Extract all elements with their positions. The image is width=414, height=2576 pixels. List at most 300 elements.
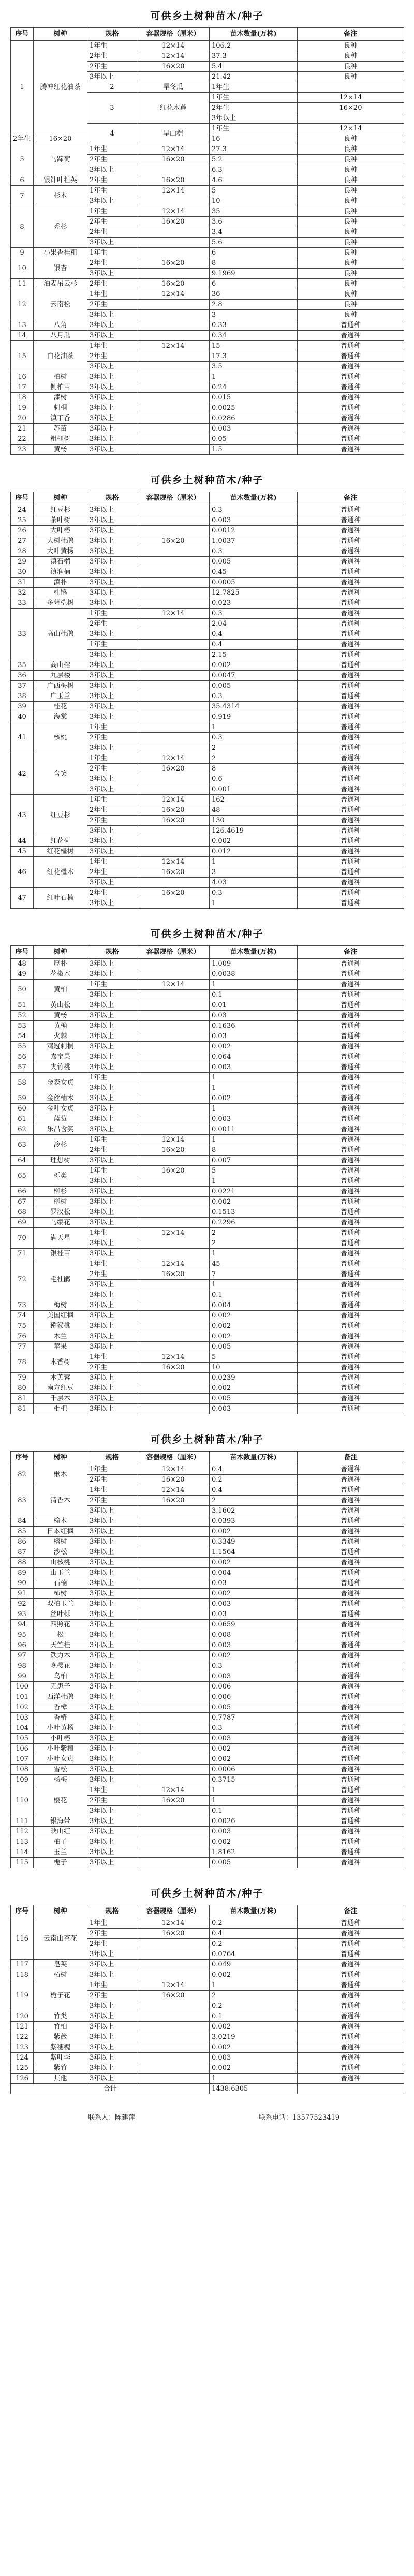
cell-rq: [137, 1837, 210, 1847]
cell-xh: 65: [11, 1166, 34, 1187]
cell-rq: [137, 1093, 210, 1104]
cell-xh: 37: [11, 681, 34, 691]
cell-gg: 3年以上: [87, 1527, 137, 1537]
cell-gg: 3年以上: [87, 1837, 137, 1847]
cell-sz: 罗汉松: [34, 1207, 87, 1218]
cell-gg: 3年以上: [87, 1011, 137, 1021]
table-row: [11, 434, 404, 445]
table-row: [11, 1692, 404, 1702]
cell-bz: 普通种: [298, 372, 404, 382]
cell-gg: 3年以上: [87, 1052, 137, 1062]
table-row: [11, 1713, 404, 1723]
table-row: [11, 1980, 404, 1991]
cell-gg: 2年生: [87, 1929, 137, 1939]
table-row: [11, 557, 404, 567]
cell-bz: 普通种: [298, 847, 404, 857]
cell-bz: 普通种: [298, 1093, 404, 1104]
cell-xh: 82: [11, 1464, 34, 1485]
cell-bz: 普通种: [298, 1661, 404, 1671]
cell-gg: 3年以上: [87, 2032, 137, 2042]
cell-rq: [137, 238, 210, 248]
table-row: [11, 671, 404, 681]
cell-rq: [137, 1342, 210, 1352]
cell-xh: 55: [11, 1042, 34, 1052]
cell-xh: 111: [11, 1816, 34, 1827]
cell-sz: 桂花: [34, 702, 87, 712]
column-header-xh: 序号: [11, 1452, 34, 1464]
cell-sz: 蓝莓: [34, 1114, 87, 1124]
cell-bz: 普通种: [298, 1331, 404, 1342]
cell-bz: 良种: [298, 227, 404, 238]
cell-bz: 普通种: [298, 2011, 404, 2022]
cell-xh: 88: [11, 1558, 34, 1568]
cell-sz: 柳杉: [34, 1187, 87, 1197]
cell-sz: 雪松: [34, 1765, 87, 1775]
cell-gg: 1年生: [87, 980, 137, 990]
cell-rq: [137, 578, 210, 588]
cell-rq: 16×20: [137, 888, 210, 898]
cell-sl: 0.002: [210, 1311, 298, 1321]
cell-xh: 57: [11, 1062, 34, 1073]
cell-xh: 104: [11, 1723, 34, 1734]
cell-gg: 3年以上: [87, 1537, 137, 1547]
cell-rq: 12×14: [137, 289, 210, 300]
cell-gg: 3年以上: [87, 691, 137, 702]
cell-gg: 3年以上: [87, 362, 137, 372]
cell-rq: [137, 702, 210, 712]
cell-xh: 125: [11, 2063, 34, 2074]
cell-rq: [137, 1682, 210, 1692]
cell-sl: 1: [210, 1796, 298, 1806]
table-row: [11, 1485, 404, 1496]
table-row: [11, 1404, 404, 1414]
cell-sz: 皂荚: [34, 1960, 87, 1970]
cell-sl: 0.002: [210, 1970, 298, 1980]
cell-rq: [137, 1290, 210, 1300]
cell-rq: [137, 1609, 210, 1620]
cell-sl: 0.2: [210, 1918, 298, 1929]
cell-bz: 普通种: [298, 2063, 404, 2074]
cell-rq: [137, 712, 210, 722]
cell-sl: 0.3: [210, 691, 298, 702]
cell-sl: 0.049: [210, 1960, 298, 1970]
cell-sl: 0.002: [210, 1042, 298, 1052]
cell-rq: 12×14: [137, 1228, 210, 1238]
cell-xh: 11: [11, 279, 34, 289]
cell-bz: 普通种: [298, 888, 404, 898]
cell-xh: 103: [11, 1713, 34, 1723]
cell-sz: 侧柏苗: [34, 382, 87, 393]
cell-bz: 普通种: [298, 1599, 404, 1609]
cell-gg: 3年以上: [87, 1218, 137, 1228]
cell-xh: 76: [11, 1331, 34, 1342]
cell-rq: 16×20: [137, 1991, 210, 2001]
cell-xh: 122: [11, 2032, 34, 2042]
cell-bz: 良种: [298, 51, 404, 62]
cell-xh: 52: [11, 1011, 34, 1021]
cell-gg: 3年以上: [87, 515, 137, 526]
cell-sz: 山玉兰: [34, 1568, 87, 1578]
cell-rq: [137, 1331, 210, 1342]
cell-sz: 榆木: [34, 1516, 87, 1527]
cell-bz: 普通种: [298, 1352, 404, 1363]
cell-gg: 1年生: [87, 1918, 137, 1929]
cell-bz: 普通种: [298, 578, 404, 588]
cell-rq: [137, 619, 210, 629]
cell-sl: 8: [210, 1145, 298, 1156]
cell-rq: [137, 2001, 210, 2011]
cell-bz: 普通种: [298, 1342, 404, 1352]
cell-sz: 火棘: [34, 1031, 87, 1042]
cell-sl: 27.3: [210, 144, 298, 155]
cell-sl: 0.002: [210, 1527, 298, 1537]
cell-bz: 普通种: [298, 753, 404, 764]
cell-rq: [137, 1775, 210, 1785]
cell-sz: 柿树: [34, 1589, 87, 1599]
cell-xh: 9: [11, 248, 34, 258]
cell-xh: 96: [11, 1640, 34, 1651]
cell-rq: 12×14: [137, 980, 210, 990]
table-row: [11, 1702, 404, 1713]
section-title: 可供乡土树种苗木/种子: [150, 928, 264, 940]
cell-sz: 晚樱花: [34, 1661, 87, 1671]
cell-bz: 普通种: [298, 980, 404, 990]
cell-sl: 3.1602: [210, 1506, 298, 1516]
cell-sl: 0.1: [210, 1806, 298, 1816]
table-row: [11, 1073, 404, 1083]
cell-sz: 滇石榴: [34, 557, 87, 567]
cell-bz: 普通种: [298, 1929, 404, 1939]
cell-sz: 八角: [34, 320, 87, 331]
cell-sz: 海棠: [34, 712, 87, 722]
column-header-bz: 备注: [298, 1905, 404, 1918]
cell-rq: [137, 1083, 210, 1093]
cell-gg: 3年以上: [87, 2074, 137, 2084]
cell-gg: 2年生: [87, 619, 137, 629]
cell-xh: 68: [11, 1207, 34, 1218]
cell-sl: 0.45: [210, 567, 298, 578]
cell-rq: [137, 1734, 210, 1744]
table-row: [11, 1000, 404, 1011]
cell-sl: 2.8: [210, 300, 298, 310]
table-row: [11, 1259, 404, 1269]
cell-xh: 18: [11, 393, 34, 403]
cell-rq: [137, 969, 210, 980]
cell-xh: 15: [11, 341, 34, 372]
cell-sl: 0.002: [210, 1197, 298, 1207]
cell-rq: [137, 660, 210, 671]
cell-bz: 普通种: [298, 1176, 404, 1187]
cell-sl: 1.0037: [210, 536, 298, 546]
cell-rq: [137, 372, 210, 382]
footer: [10, 2112, 404, 2136]
cell-sl: 0.004: [210, 1568, 298, 1578]
cell-gg: 1年生: [87, 41, 137, 51]
cell-xh: 72: [11, 1259, 34, 1300]
cell-bz: 普通种: [298, 445, 404, 455]
cell-rq: [137, 598, 210, 609]
cell-sz: 高山杜鹃: [34, 609, 87, 660]
cell-rq: [137, 1031, 210, 1042]
cell-rq: [137, 424, 210, 434]
cell-gg: 3年以上: [87, 1280, 137, 1290]
cell-gg: 3年以上: [87, 1651, 137, 1661]
cell-gg: 3年以上: [87, 1661, 137, 1671]
cell-gg: 1年生: [87, 1980, 137, 1991]
cell-xh: 114: [11, 1847, 34, 1858]
cell-gg: 3年以上: [87, 1114, 137, 1124]
cell-gg: 3年以上: [87, 320, 137, 331]
cell-gg: 1年生: [87, 186, 137, 196]
section-title: 可供乡土树种苗木/种子: [150, 1434, 264, 1445]
cell-rq: [137, 1754, 210, 1765]
cell-sz: 栀子: [34, 1858, 87, 1868]
table-row: [11, 1394, 404, 1404]
cell-xh: 47: [11, 888, 34, 909]
table-row: [11, 515, 404, 526]
cell-sl: 5: [210, 186, 298, 196]
cell-gg: 2年生: [87, 62, 137, 72]
cell-gg: 3年以上: [87, 372, 137, 382]
cell-sz: 旱山桤: [137, 124, 210, 144]
cell-rq: 12×14: [137, 857, 210, 867]
cell-xh: 36: [11, 671, 34, 681]
cell-sl: 0.0047: [210, 671, 298, 681]
column-header-sl: 苗木数量(万株): [210, 28, 298, 41]
cell-bz: 普通种: [298, 805, 404, 816]
cell-gg: 3年以上: [87, 1187, 137, 1197]
cell-gg: 3年以上: [87, 1021, 137, 1031]
cell-rq: 12×14: [137, 1785, 210, 1796]
column-header-xh: 序号: [11, 28, 34, 41]
cell-gg: 3年以上: [87, 567, 137, 578]
cell-sl: 1: [210, 1249, 298, 1259]
cell-gg: 2年生: [210, 103, 298, 113]
cell-xh: 41: [11, 722, 34, 753]
seedling-table: [10, 492, 404, 909]
cell-bz: 普通种: [298, 1475, 404, 1485]
table-row: [11, 1052, 404, 1062]
cell-xh: 90: [11, 1578, 34, 1589]
cell-xh: 91: [11, 1589, 34, 1599]
cell-gg: 3年以上: [87, 1104, 137, 1114]
cell-rq: [137, 2022, 210, 2032]
cell-gg: 1年生: [210, 124, 298, 134]
cell-xh: 8: [11, 206, 34, 248]
cell-xh: 119: [11, 1980, 34, 2011]
cell-rq: 12×14: [137, 1352, 210, 1363]
cell-bz: 普通种: [298, 640, 404, 650]
cell-xh: 94: [11, 1620, 34, 1630]
cell-xh: 112: [11, 1827, 34, 1837]
cell-sl: 1: [210, 1280, 298, 1290]
cell-gg: 2年生: [87, 279, 137, 289]
cell-rq: 12×14: [137, 1135, 210, 1145]
cell-rq: [137, 898, 210, 909]
cell-sl: 0.003: [210, 1599, 298, 1609]
cell-xh: 5: [11, 144, 34, 175]
column-header-gg: 规格: [87, 28, 137, 41]
table-row: [11, 1547, 404, 1558]
cell-xh: 48: [11, 959, 34, 969]
cell-gg: 3年以上: [87, 1042, 137, 1052]
cell-xh: 51: [11, 1000, 34, 1011]
cell-rq: 12×14: [137, 1259, 210, 1269]
cell-bz: 普通种: [298, 1837, 404, 1847]
table-row: [11, 1300, 404, 1311]
cell-gg: 1年生: [87, 1228, 137, 1238]
cell-sz: 紫穗槐: [34, 2042, 87, 2053]
cell-gg: 1年生: [87, 248, 137, 258]
cell-sl: 0.002: [210, 1093, 298, 1104]
cell-sl: 0.005: [210, 1858, 298, 1868]
cell-rq: [137, 1651, 210, 1661]
cell-rq: [137, 1661, 210, 1671]
cell-rq: [137, 1383, 210, 1394]
cell-rq: [137, 1187, 210, 1197]
cell-sl: 0.003: [210, 1827, 298, 1837]
table-row: [11, 702, 404, 712]
cell-gg: 2年生: [87, 816, 137, 826]
cell-sl: 0.003: [210, 515, 298, 526]
cell-sl: 0.1: [210, 2011, 298, 2022]
cell-sl: 0.002: [210, 2063, 298, 2074]
cell-sl: 0.0038: [210, 969, 298, 980]
cell-gg: 3年以上: [87, 1093, 137, 1104]
cell-rq: [137, 784, 210, 795]
cell-bz: 良种: [298, 72, 404, 82]
cell-bz: 普通种: [298, 2032, 404, 2042]
cell-rq: [137, 743, 210, 753]
cell-gg: 2年生: [87, 764, 137, 774]
cell-bz: 良种: [298, 144, 404, 155]
cell-sl: 0.3: [210, 546, 298, 557]
column-header-xh: 序号: [11, 1905, 34, 1918]
cell-xh: 64: [11, 1156, 34, 1166]
column-header-sl: 苗木数量(万株): [210, 492, 298, 505]
table-row: [11, 1682, 404, 1692]
cell-bz: 普通种: [298, 536, 404, 546]
cell-gg: 2年生: [87, 1363, 137, 1373]
cell-bz: 普通种: [298, 1485, 404, 1496]
cell-bz: 普通种: [298, 619, 404, 629]
cell-sl: 0.003: [210, 424, 298, 434]
column-header-sl: 苗木数量(万株): [210, 946, 298, 959]
cell-sl: 0.3: [210, 505, 298, 515]
cell-gg: 3年以上: [87, 1031, 137, 1042]
cell-sz: 含笑: [34, 753, 87, 795]
cell-bz: 良种: [298, 310, 404, 320]
cell-rq: 12×14: [137, 753, 210, 764]
table-row: [11, 1156, 404, 1166]
cell-gg: 3年以上: [87, 72, 137, 82]
cell-sl: 1.1564: [210, 1547, 298, 1558]
cell-sl: 0.002: [210, 1321, 298, 1331]
cell-rq: 16×20: [137, 1166, 210, 1176]
cell-sz: 秃杉: [34, 206, 87, 248]
cell-sz: 柚子: [34, 1837, 87, 1847]
cell-bz: 普通种: [298, 857, 404, 867]
cell-sz: 满天星: [34, 1228, 87, 1249]
cell-sl: 0.0239: [210, 1373, 298, 1383]
cell-sz: 玉兰: [34, 1847, 87, 1858]
cell-sz: 乌桕: [34, 1671, 87, 1682]
cell-sl: 0.002: [210, 1331, 298, 1342]
cell-bz: 普通种: [298, 1062, 404, 1073]
cell-sl: 0.002: [210, 1744, 298, 1754]
cell-rq: [137, 1218, 210, 1228]
cell-bz: 普通种: [298, 1949, 404, 1960]
cell-sz: 红豆杉: [34, 505, 87, 515]
cell-bz: 普通种: [298, 1970, 404, 1980]
table-row: [11, 857, 404, 867]
cell-gg: 2年生: [87, 1475, 137, 1485]
cell-gg: 3年以上: [87, 1568, 137, 1578]
cell-rq: [137, 1949, 210, 1960]
cell-rq: [137, 733, 210, 743]
cell-bz: 普通种: [298, 413, 404, 424]
cell-xh: 113: [11, 1837, 34, 1847]
cell-sl: 0.01: [210, 1000, 298, 1011]
cell-rq: [137, 1156, 210, 1166]
cell-sz: 理想树: [34, 1156, 87, 1166]
cell-sz: 柏树: [34, 372, 87, 382]
cell-rq: [137, 1207, 210, 1218]
table-row: [11, 175, 404, 186]
cell-gg: 1年生: [87, 1464, 137, 1475]
cell-rq: 12×14: [137, 51, 210, 62]
cell-gg: 3年以上: [87, 1207, 137, 1218]
table-row: [11, 144, 404, 155]
cell-gg: 3年以上: [87, 1331, 137, 1342]
cell-sl: 3.4: [210, 227, 298, 238]
cell-sz: 杉木: [34, 186, 87, 206]
cell-gg: 3年以上: [87, 743, 137, 753]
table-row: [11, 1218, 404, 1228]
cell-xh: 69: [11, 1218, 34, 1228]
column-header-rq: 容器规格（厘米）: [137, 1452, 210, 1464]
cell-bz: 普通种: [298, 1114, 404, 1124]
cell-bz: 普通种: [298, 1042, 404, 1052]
table-row: [11, 382, 404, 393]
table-row: [11, 1960, 404, 1970]
cell-xh: 62: [11, 1124, 34, 1135]
table-section: [10, 472, 404, 909]
cell-gg: 3年以上: [87, 1578, 137, 1589]
cell-xh: 67: [11, 1197, 34, 1207]
cell-sz: 香椿: [34, 1713, 87, 1723]
table-row: [11, 1609, 404, 1620]
cell-bz: 普通种: [298, 898, 404, 909]
table-row: [11, 1342, 404, 1352]
cell-bz: 普通种: [298, 1516, 404, 1527]
cell-gg: 2年生: [87, 1145, 137, 1156]
cell-bz: 普通种: [298, 722, 404, 733]
column-header-bz: 备注: [298, 946, 404, 959]
cell-xh: 109: [11, 1775, 34, 1785]
cell-bz: 普通种: [298, 969, 404, 980]
cell-sz: 南方红豆: [34, 1383, 87, 1394]
cell-bz: 普通种: [298, 743, 404, 753]
cell-gg: 3年以上: [87, 1713, 137, 1723]
cell-sz: 多萼桤树: [34, 598, 87, 609]
cell-bz: 普通种: [298, 1394, 404, 1404]
cell-sl: 0.007: [210, 1156, 298, 1166]
table-row: [11, 1599, 404, 1609]
total-value: 1438.6305: [210, 2084, 298, 2094]
cell-sz: 大叶黄杨: [34, 546, 87, 557]
cell-gg: 3年以上: [87, 165, 137, 175]
